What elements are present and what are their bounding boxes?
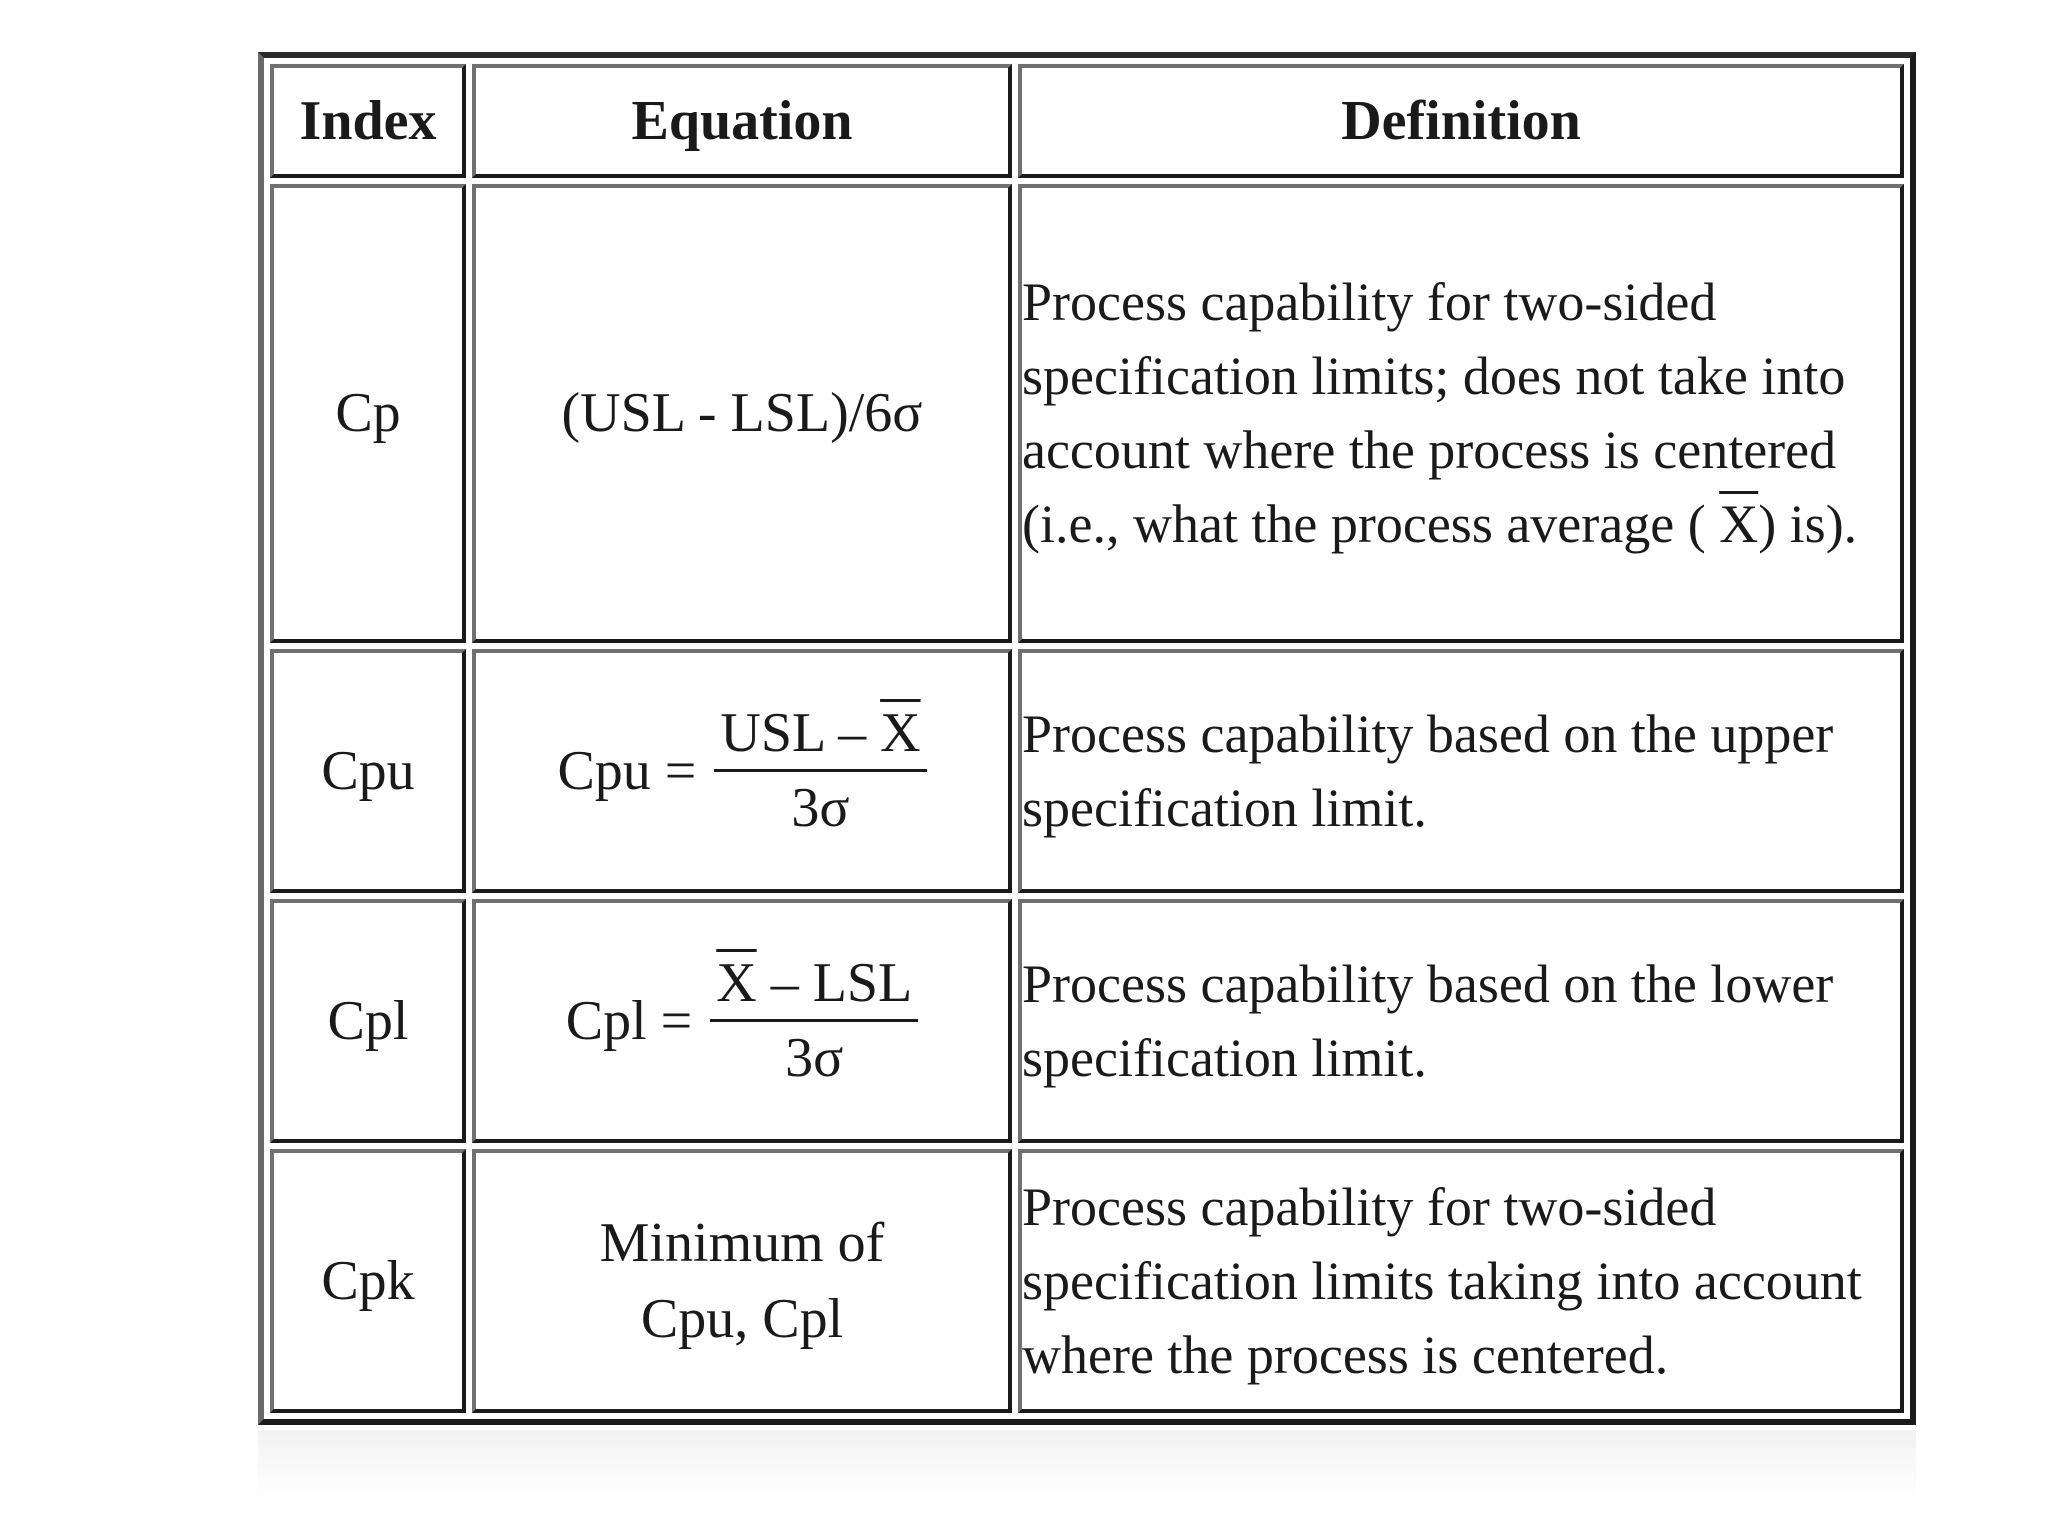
fraction-numerator xyxy=(710,953,918,1022)
definition-text: Process capability for two-sided specification limits; does not take into account where the process is centered (i.e., what the process average ( xyxy=(1022,272,1846,555)
x-bar-symbol: $\overline{X}$ xyxy=(880,702,921,765)
index-cell: Cpu xyxy=(270,649,466,893)
x-bar-symbol: $\overline{X}$ xyxy=(1719,494,1759,555)
index-cell: Cp xyxy=(270,184,466,643)
table-header-row xyxy=(270,64,1904,178)
table-row-cpl xyxy=(270,899,1904,1143)
table-row-cp xyxy=(270,184,1904,643)
definition-cell: Process capability based on the lower specification limit. xyxy=(1018,899,1904,1143)
formula-lhs: Cpl = xyxy=(565,989,693,1052)
fraction-denominator: 3σ xyxy=(791,777,850,840)
table-row-cpk xyxy=(270,1149,1904,1413)
equation-line-2: Cpu, Cpl xyxy=(640,1287,844,1350)
cpu-formula xyxy=(557,703,926,838)
fraction-numerator xyxy=(714,703,926,772)
capability-index-table-container xyxy=(258,52,1916,1425)
header-index: Index xyxy=(270,64,466,178)
equation-cell: (USL - LSL)/6σ xyxy=(472,184,1012,643)
equation-cell xyxy=(472,899,1012,1143)
bottom-shadow xyxy=(258,1430,1916,1500)
definition-cell xyxy=(1018,184,1904,643)
capability-index-table xyxy=(258,52,1916,1425)
numerator-text: USL – xyxy=(720,702,881,765)
index-cell: Cpl xyxy=(270,899,466,1143)
index-cell: Cpk xyxy=(270,1149,466,1413)
definition-cell: Process capability for two-sided specification limits taking into account where the process is centered. xyxy=(1018,1149,1904,1413)
definition-cell: Process capability based on the upper specification limit. xyxy=(1018,649,1904,893)
header-equation: Equation xyxy=(472,64,1012,178)
fraction xyxy=(710,953,918,1088)
fraction-denominator: 3σ xyxy=(785,1027,844,1090)
cpl-formula xyxy=(566,953,919,1088)
definition-text-end: ) is). xyxy=(1758,494,1858,555)
numerator-text: – LSL xyxy=(756,952,913,1015)
equation-line-1: Minimum of xyxy=(599,1211,885,1274)
table-row-cpu xyxy=(270,649,1904,893)
fraction xyxy=(714,703,926,838)
x-bar-symbol: $\overline{X}$ xyxy=(716,952,757,1015)
equation-cell xyxy=(472,1149,1012,1413)
header-definition: Definition xyxy=(1018,64,1904,178)
formula-lhs: Cpu = xyxy=(557,739,697,802)
equation-cell xyxy=(472,649,1012,893)
